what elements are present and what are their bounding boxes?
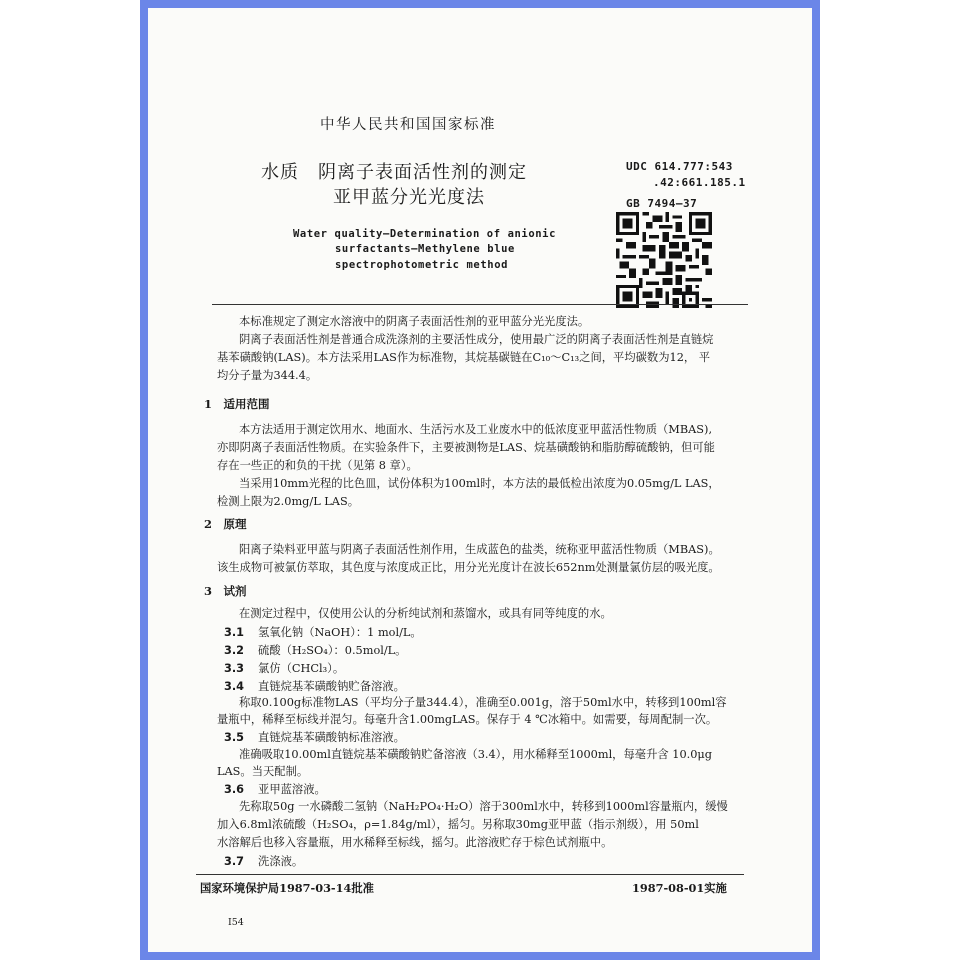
document-page <box>148 8 812 952</box>
section-3-heading: 3 试剂 <box>204 584 247 598</box>
item-3-4: 3.4 直链烷基苯磺酸钠贮备溶液。 <box>224 680 405 693</box>
section-1-p2-line1: 当采用10mm光程的比色皿，试份体积为100ml时，本方法的最低检出浓度为0.05mg/L LAS， <box>239 477 720 490</box>
approval-date: 国家环境保护局1987-03-14批准 <box>200 881 374 895</box>
title-en-line2: surfactants—Methylene blue <box>335 243 515 255</box>
item-3-6: 3.6 亚甲蓝溶液。 <box>224 783 326 796</box>
section-1-heading: 1 适用范围 <box>204 397 270 411</box>
title-zh-line1: 水质 阴离子表面活性剂的测定 <box>261 162 527 183</box>
item-3-1: 3.1 氢氧化钠（NaOH）：1 mol/L。 <box>224 626 422 639</box>
title-zh-line2: 亚甲蓝分光光度法 <box>333 187 485 208</box>
intro-paragraph-2-line2: 基苯磺酸钠(LAS)。本方法采用LAS作为标准物，其烷基碳链在C₁₀～C₁₃之间，平均碳数为12， 平 <box>217 351 711 364</box>
item-3-6-p-line3: 水溶解后也移入容量瓶，用水稀释至标线，摇匀。此溶液贮存于棕色试剂瓶中。 <box>217 836 613 849</box>
section-2-p1-line1: 阳离子染料亚甲蓝与阴离子表面活性剂作用，生成蓝色的盐类，统称亚甲蓝活性物质（MBAS)。 <box>239 543 720 556</box>
title-en-line3: spectrophotometric method <box>335 259 509 271</box>
udc-code-line2: .42:661.185.1 <box>653 176 746 189</box>
item-3-5-p-line1: 准确吸取10.00ml直链烷基苯磺酸钠贮备溶液（3.4），用水稀释至1000ml，每毫升含 10.0μg <box>239 748 712 761</box>
section-1-p1-line2: 亦即阴离子表面活性物质。在实验条件下，主要被测物是LAS、烷基磺酸钠和脂肪醇硫酸钠，但可能 <box>217 441 715 454</box>
national-standard-label: 中华人民共和国国家标准 <box>320 117 496 133</box>
item-3-3: 3.3 氯仿（CHCl₃）。 <box>224 662 345 675</box>
gb-number: GB 7494—37 <box>626 197 698 210</box>
qr-code-icon <box>616 212 712 308</box>
item-3-7: 3.7 洗涤液。 <box>224 855 304 868</box>
section-1-p1-line1: 本方法适用于测定饮用水、地面水、生活污水及工业废水中的低浓度亚甲蓝活性物质（MBAS), <box>239 423 713 436</box>
udc-code-line1: UDC 614.777:543 <box>626 160 733 173</box>
page-number: I54 <box>228 917 244 928</box>
item-3-2: 3.2 硫酸（H₂SO₄）：0.5mol/L。 <box>224 644 407 657</box>
intro-paragraph-1: 本标准规定了测定水溶液中的阴离子表面活性剂的亚甲蓝分光光度法。 <box>239 315 590 328</box>
item-3-5-p-line2: LAS。当天配制。 <box>217 765 309 778</box>
footer-divider <box>196 874 744 875</box>
item-3-6-p-line2: 加入6.8ml浓硫酸（H₂SO₄，ρ=1.84g/ml），摇匀。另称取30mg亚甲蓝（指示剂级），用 50ml <box>217 818 699 831</box>
effective-date: 1987-08-01实施 <box>632 881 727 895</box>
header-divider <box>212 304 748 305</box>
section-1-p2-line2: 检测上限为2.0mg/L LAS。 <box>217 495 359 508</box>
section-2-p1-line2: 该生成物可被氯仿萃取，其色度与浓度成正比，用分光光度计在波长652nm处测量氯仿层的吸光度。 <box>217 561 720 574</box>
intro-paragraph-2-line3: 均分子量为344.4。 <box>217 369 318 382</box>
item-3-4-p-line1: 称取0.100g标准物LAS（平均分子量344.4），准确至0.001g，溶于50ml水中，转移到100ml容 <box>239 696 727 709</box>
item-3-4-p-line2: 量瓶中，稀释至标线并混匀。每毫升含1.00mgLAS。保存于 4 ℃冰箱中。如需要，每周配制一次。 <box>217 713 718 726</box>
item-3-6-p-line1: 先称取50g 一水磷酸二氢钠（NaH₂PO₄·H₂O）溶于300ml水中，转移到1000ml容量瓶内，缓慢 <box>239 800 728 813</box>
section-2-heading: 2 原理 <box>204 517 247 531</box>
section-1-p1-line3: 存在一些正的和负的干扰（见第 8 章）。 <box>217 459 418 472</box>
intro-paragraph-2-line1: 阴离子表面活性剂是普通合成洗涤剂的主要活性成分，使用最广泛的阴离子表面活性剂是直链烷 <box>239 333 714 346</box>
item-3-5: 3.5 直链烷基苯磺酸钠标准溶液。 <box>224 731 405 744</box>
section-3-intro: 在测定过程中，仅使用公认的分析纯试剂和蒸馏水，或具有同等纯度的水。 <box>239 607 612 620</box>
title-en-line1: Water quality—Determination of anionic <box>293 228 557 240</box>
